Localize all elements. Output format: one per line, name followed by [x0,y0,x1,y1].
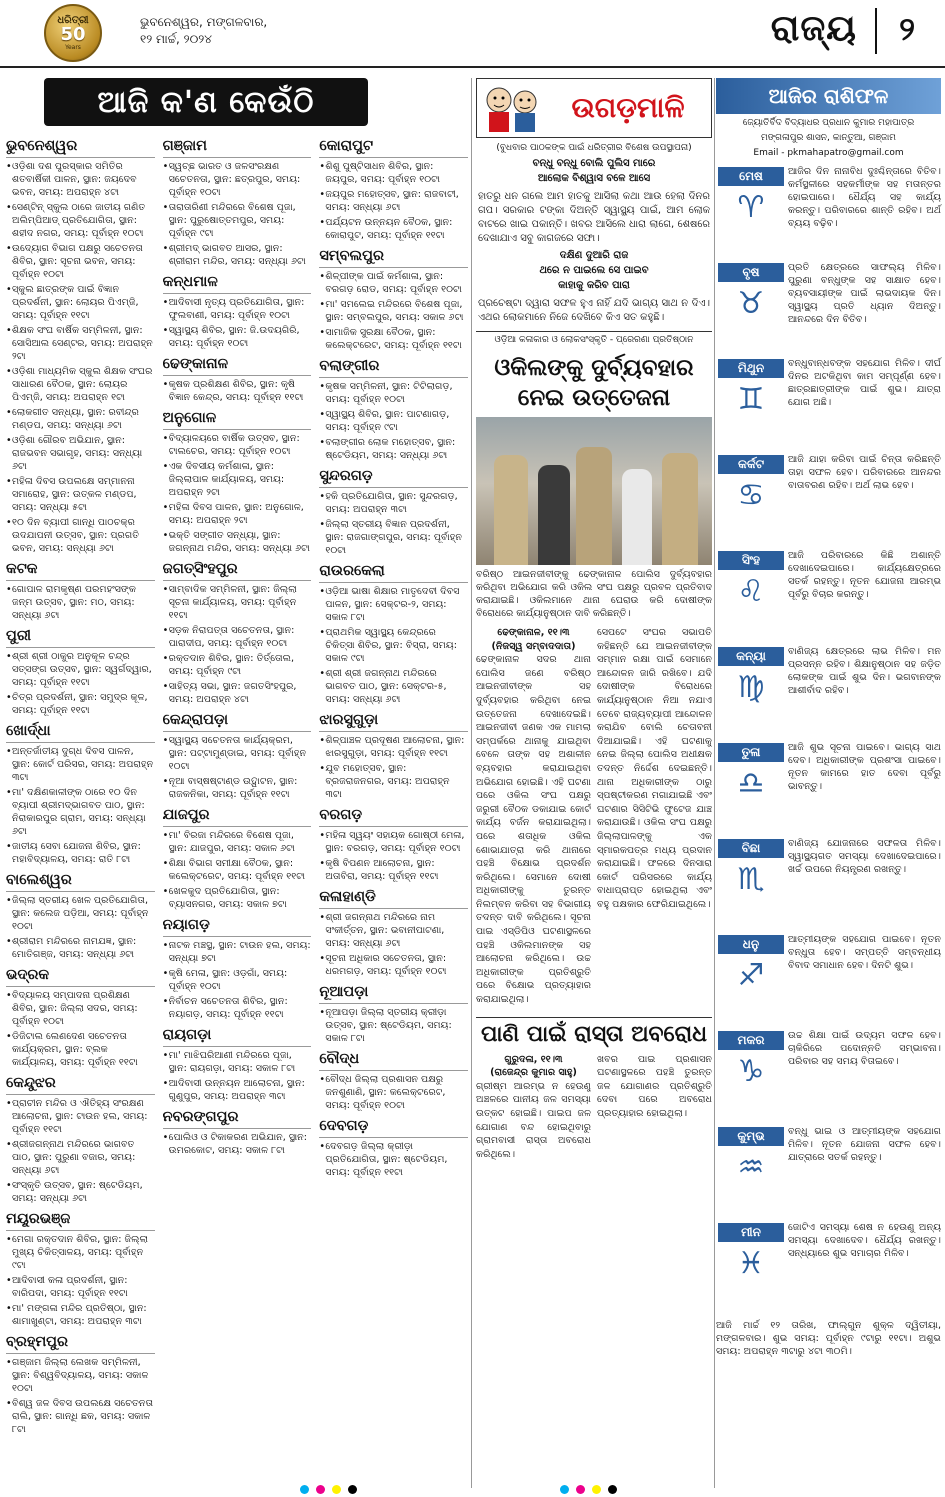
cartoon-icon [481,82,545,134]
sign-entry [716,453,941,543]
sign-name: କୁମ୍ଭ [718,1127,784,1146]
event-item: • ଖେଳକୁଦ ପ୍ରତିଯୋଗିତା, ସ୍ଥାନ: ବ୍ୟାସନଗର, ସମୟ: ସକାଳ ୭ଟା [163,885,312,911]
story-column [597,626,712,1007]
story2-text: ଗ୍ରୀଷ୍ମ ଆରମ୍ଭ ନ ହେଉଣୁ ଅଞ୍ଚଳରେ ପାନୀୟ ଜଳ ସମସ୍ୟା ଉତ୍କଟ ହୋଇଛି। ପାଇପ ଜଳ ଯୋଗାଣ ବନ୍ଦ ହୋଇଥିବାରୁ ଗ୍ରାମବାସୀ ରାସ୍ତା ଅବରୋଧ କରିଥିଲେ। [476,1080,591,1160]
event-item: • ନୂଆପଡ଼ା ଜିଲ୍ଲା ସ୍ତରୀୟ କ୍ରୀଡ଼ା ଉତ୍ସବ, ସ୍ଥାନ: ଷ୍ଟେଡିୟମ, ସମୟ: ସକାଳ ୮ଟା [319,1006,468,1045]
sign-prediction: ଆଜି ଶୁଭ ସୂଚନା ପାଇବେ। ଭାଗ୍ୟ ସାଥ ଦେବ। ଅଧିକାରୀଙ୍କ ପ୍ରଶଂସା ପାଇବେ। ନୂତନ କାମରେ ହାତ ଦେବା ପୂର୍ବରୁ ଭାବନ୍ତୁ। [788,742,941,792]
satire-byline: ଦକ୍ଷିଣ ଦୁଆରି ରାଜ [559,250,629,261]
dateline [140,14,267,48]
story-text: ଢେଙ୍କାନାଳ ସଦର ଥାନା ପୋଲିସ ଜଣେ ବରିଷ୍ଠ ଆଇନଜୀବୀଙ୍କ ସହ ଦୁର୍ବ୍ୟବହାର କରିଥିବା ନେଇ ଉତ୍ତେଜନା ଦେଖାଦେଇଛି। ଆଇନଜୀବୀ ଜଣକ ଏକ ମାମଲା ସମ୍ପର୍କରେ ଥାନାକୁ ଯାଇଥିବା ବେଳେ ତାଙ୍କ ସହ ଅଶାଳୀନ ବ୍ୟବହାର କରାଯାଇଥିବା ଅଭିଯୋଗ ହୋଇଛି। ଏହି ଘଟଣା ପରେ ଓକିଲ ସଂଘ ପକ୍ଷରୁ ଜରୁରୀ ବୈଠକ ଡକାଯାଇ କୋର୍ଟ କାର୍ଯ୍ୟ ବର୍ଜନ କରାଯାଇଥିଲା। ପରେ ଶତାଧିକ ଓକିଲ ଶୋଭାଯାତ୍ରା କରି ଥାନାରେ ପହଞ୍ଚି ବିକ୍ଷୋଭ ପ୍ରଦର୍ଶନ କରିଥିଲେ। ସେମାନେ ଦୋଷୀ ଅଧିକାରୀଙ୍କୁ ତୁରନ୍ତ ନିଲମ୍ବନ କରିବା ସହ ବିଭାଗୀୟ ତଦନ୍ତ ଦାବି କରିଥିଲେ। ସୂଚନା ପାଇ ଏସ୍‌ଡିପିଓ ଘଟଣାସ୍ଥଳରେ ପହଞ୍ଚି ଓକିଲମାନଙ୍କ ସହ ଆଲୋଚନା କରିଥିଲେ। ଉଚ୍ଚ ଅଧିକାରୀଙ୍କ ପ୍ରତିଶ୍ରୁତି ପରେ ବିକ୍ଷୋଭ ପ୍ରତ୍ୟାହାର କରାଯାଇଥିଲା। [476,654,591,1006]
event-item: • ଶିଳ୍ପୀଙ୍କ ପାଇଁ କର୍ମଶାଳା, ସ୍ଥାନ: ବରଗଡ଼ ରୋଡ, ସମୟ: ପୂର୍ବାହ୍ନ ୧୦ଟା [319,270,468,296]
event-item: • ଜାତୀୟ ସେବା ଯୋଜନା ଶିବିର, ସ୍ଥାନ: ମହାବିଦ୍ୟାଳୟ, ସମୟ: ରାତି ୮ଟା [6,840,155,866]
sign-prediction: ଆତ୍ମୀୟଙ୍କ ସହଯୋଗ ପାଇବେ। ନୂତନ ବନ୍ଧୁତା ହେବ। ସମ୍ପତ୍ତି ସମ୍ବନ୍ଧୀୟ ବିବାଦ ସମାଧାନ ହେବ। ଦିନଟି ଶୁଭ। [788,934,941,971]
event-item: • ଶ୍ରୀଜଗନ୍ନାଥ ମନ୍ଦିରରେ ଭାଗବତ ପାଠ, ସ୍ଥାନ: ପୁରୁଣା ବଜାର, ସମୟ: ସନ୍ଧ୍ୟା ୬ଟା [6,1138,155,1177]
masthead [0,0,945,68]
satire-header [476,78,712,138]
event-item: • ମହିଳା ଦିବସ ପାଳନ, ସ୍ଥାନ: ଅନୁଗୋଳ, ସମୟ: ଅପରାହ୍ନ ୨ଟା [163,501,312,527]
sign-badge [718,1127,784,1188]
event-item: • ପୋଲିଓ ଓ ଟିକାକରଣ ଅଭିଯାନ, ସ୍ଥାନ: ଉମରକୋଟ, ସମୟ: ସକାଳ ୮ଟା [163,1131,312,1157]
event-item: • ନାଟକ ମଞ୍ଚସ୍ଥ, ସ୍ଥାନ: ଟାଉନ ହଲ, ସମୟ: ସନ୍ଧ୍ୟା ୭ଟା [163,939,312,965]
sign-badge [718,935,784,996]
event-item: • ରକ୍ତଦାନ ଶିବିର, ସ୍ଥାନ: ତିର୍ତ୍ତୋଲ, ସମୟ: ପୂର୍ବାହ୍ନ ୯ଟା [163,652,312,678]
sign-name: ମୀନ [718,1223,784,1242]
satire-body-2: ପ୍ରଚେଷ୍ଟା ଦ୍ୱାରା ସଫଳ ହୁଏ ନାହିଁ ଯଦି ଭାଗ୍ୟ ସାଥ ନ ଦିଏ। ଏଥର ଲୋକମାନେ ନିଜେ ଦେଖିବେ କିଏ ସତ କହୁଛି। [478,298,710,323]
event-item: • ଜିଲ୍ଲା ସ୍ତରୀୟ ଖେଳ ପ୍ରତିଯୋଗିତା, ସ୍ଥାନ: କଲେଜ ପଡ଼ିଆ, ସମୟ: ପୂର୍ବାହ୍ନ ୧୦ଟା [6,894,155,933]
sign-name: କନ୍ୟା [718,647,784,666]
event-item: • ଓଡ଼ିଶା ଗୌରବ ଅଭିଯାନ, ସ୍ଥାନ: ରାଜଭବନ ସଭାଗୃହ, ସମୟ: ସନ୍ଧ୍ୟା ୬ଟା [6,434,155,473]
date-line-2: ୧୨ ମାର୍ଚ୍ଚ, ୨୦୨୪ [140,32,212,46]
zodiac-icon: ♍ [737,669,765,705]
event-item: • ସଂସ୍କୃତି ଉତ୍ସବ, ସ୍ଥାନ: ଷ୍ଟେଡିୟମ, ସମୟ: ସନ୍ଧ୍ୟା ୬ଟା [6,1179,155,1205]
story-dateline: ଢେଙ୍କାନାଳ, ୧୧।୩ [497,627,570,638]
event-item: • କୃଷି ବିପଣନ ଆଲୋଚନା, ସ୍ଥାନ: ଅତାବିରା, ସମୟ: ପୂର୍ବାହ୍ନ ୧୧ଟା [319,857,468,883]
district-heading: କୋରାପୁଟ [319,137,468,158]
event-item: • ସ୍କୁଲ ଛାତ୍ରଙ୍କ ପାଇଁ ବିଜ୍ଞାନ ପ୍ରଦର୍ଶନୀ, ସ୍ଥାନ: ଲୋୟର ପିଏମ୍‌ଜି, ସମୟ: ପୂର୍ବାହ୍ନ ୧୧ଟା [6,283,155,322]
district-heading: ବଲାଙ୍ଗୀର [319,357,468,378]
district-heading: ଜଗତ୍‌ସିଂହପୁର [163,560,312,581]
event-item: • ଉଦ୍ୟୋଗ ବିଭାଗ ପକ୍ଷରୁ ସଚେତନତା ଶିବିର, ସ୍ଥାନ: ସୂଚନା ଭବନ, ସମୟ: ପୂର୍ବାହ୍ନ ୧୦ଟା [6,242,155,281]
registration-mark [316,1485,325,1494]
events-listing [6,132,468,1487]
event-item: • ପ୍ରାଥମିକ ସ୍ୱାସ୍ଥ୍ୟ କେନ୍ଦ୍ରରେ ଚିକିତ୍ସା ଶିବିର, ସ୍ଥାନ: ବିସ୍ରା, ସମୟ: ସକାଳ ୯ଟା [319,626,468,665]
zodiac-icon: ♈ [737,189,765,225]
event-item: • ଭକ୍ତି ସଙ୍ଗୀତ ସନ୍ଧ୍ୟା, ସ୍ଥାନ: ଜଗନ୍ନାଥ ମନ୍ଦିର, ସମୟ: ସନ୍ଧ୍ୟା ୬ଟା [163,529,312,555]
sign-badge [718,839,784,900]
events-banner: ଆଜି କ'ଣ କେଉଁଠି [44,78,368,126]
sign-badge [718,551,784,612]
registration-mark [300,1485,309,1494]
zodiac-icon: ♐ [737,957,765,993]
event-item: • ମହିଳା ଦିବସ ଉପଲକ୍ଷେ ସମ୍ମାନନା ସମାରୋହ, ସ୍ଥାନ: ଉତ୍କଳ ମଣ୍ଡପ, ସମୟ: ସନ୍ଧ୍ୟା ୫ଟା [6,475,155,514]
district-heading: ବୌଦ୍ଧ [319,1050,468,1071]
sign-badge [718,647,784,708]
registration-mark [592,1485,601,1494]
event-item: • ଗୋପାଳ ରାମକୃଷ୍ଣ ପରମହଂସଙ୍କ ଜନ୍ମ ଉତ୍ସବ, ସ୍ଥାନ: ମଠ, ସମୟ: ସନ୍ଧ୍ୟା ୬ଟା [6,583,155,622]
sign-badge [718,359,784,420]
registration-mark [608,1485,617,1494]
district-heading: ଗଞ୍ଜାମ [163,137,312,158]
event-item: • ପର୍ଯ୍ୟଟନ ଉନ୍ନୟନ ବୈଠକ, ସ୍ଥାନ: କୋରାପୁଟ, ସମୟ: ପୂର୍ବାହ୍ନ ୧୧ଟା [319,216,468,242]
event-item: • ବିଦ୍ୟାଳୟରେ ବାର୍ଷିକ ଉତ୍ସବ, ସ୍ଥାନ: ଟାଲଚେର, ସମୟ: ପୂର୍ବାହ୍ନ ୧୦ଟା [163,432,312,458]
district-heading: ଝାରସୁଗୁଡ଼ା [319,711,468,732]
sign-badge [718,263,784,324]
district-heading: ଅନୁଗୋଳ [163,409,312,430]
section-title: ରାଜ୍ୟ [770,8,857,49]
district-heading: ନୂଆପଡ଼ା [319,983,468,1004]
sign-name: ମକର [718,1031,784,1050]
event-item: • ମହିଳା ସ୍ୱୟଂ ସହାୟକ ଗୋଷ୍ଠୀ ମେଳା, ସ୍ଥାନ: ବରଗଡ଼, ସମୟ: ପୂର୍ବାହ୍ନ ୧୦ଟା [319,829,468,855]
event-item: • ବିଦ୍ୟାଳୟ ସମ୍ପାଦନା ପ୍ରଶିକ୍ଷଣ ଶିବିର, ସ୍ଥାନ: ଜିଲ୍ଲା ସଦର, ସମୟ: ପୂର୍ବାହ୍ନ ୧୦ଟା [6,989,155,1028]
sign-name: ସିଂହ [718,551,784,570]
news-photo [476,417,712,565]
district-heading: ରାଉରକେଲା [319,562,468,583]
event-item: • ଏକ ଦିବସୀୟ କର୍ମଶାଳା, ସ୍ଥାନ: ଜିଲ୍ଲାପାଳ କାର୍ଯ୍ୟାଳୟ, ସମୟ: ଅପରାହ୍ନ ୨ଟା [163,460,312,499]
event-item: • ମେଗା ରକ୍ତଦାନ ଶିବିର, ସ୍ଥାନ: ଜିଲ୍ଲା ମୁଖ୍ୟ ଚିକିତ୍ସାଳୟ, ସମୟ: ପୂର୍ବାହ୍ନ ୯ଟା [6,1233,155,1272]
logo-years: 50 [60,24,86,45]
section-divider [875,8,877,54]
events-column [319,132,468,1487]
zodiac-icon: ♉ [737,285,765,321]
story2-headline: ପାଣି ପାଇଁ ରାସ୍ତା ଅବରୋଧ [476,1017,712,1047]
event-item: • ବୌଦ୍ଧ ଜିଲ୍ଲା ପ୍ରଶାସନ ପକ୍ଷରୁ ଜନଶୁଣାଣି, ସ୍ଥାନ: କଲେକ୍ଟରେଟ, ସମୟ: ପୂର୍ବାହ୍ନ ୧୦ଟା [319,1073,468,1112]
sign-badge [718,455,784,516]
date-line-1: ଭୁବନେଶ୍ୱର, ମଙ୍ଗଳବାର, [140,15,268,29]
sign-name: ମେଷ [718,167,784,186]
event-item: • ତାରାତାରିଣୀ ମନ୍ଦିରରେ ବିଶେଷ ପୂଜା, ସ୍ଥାନ: ପୁରୁଷୋତ୍ତମପୁର, ସମୟ: ପୂର୍ବାହ୍ନ ୯ଟା [163,201,312,240]
astrologer-name: ଜ୍ୟୋତିର୍ବିଦ ବିଦ୍ୟାଧର ପ୍ରଧାନ କୁମାର ମହାପାତ୍ର [742,118,915,128]
event-item: • ଗଞ୍ଜାମ ଜିଲ୍ଲା ଲେଖକ ସମ୍ମିଳନୀ, ସ୍ଥାନ: ବିଶ୍ୱବିଦ୍ୟାଳୟ, ସମୟ: ସକାଳ ୧୦ଟା [6,1356,155,1395]
sign-name: କର୍କଟ [718,455,784,474]
sign-entry [716,1125,941,1215]
sign-entry [716,741,941,831]
sign-name: ବୃଷ [718,263,784,282]
zodiac-icon: ♓ [737,1245,765,1281]
sign-badge [718,743,784,804]
district-heading: ସମ୍ବଲପୁର [319,247,468,268]
page-number: ୨ [899,10,915,48]
event-item: • ସ୍ୱାସ୍ଥ୍ୟ ଶିବିର, ସ୍ଥାନ: ଜି.ଉଦୟଗିରି, ସମୟ: ପୂର୍ବାହ୍ନ ୧୦ଟା [163,324,312,350]
story2-dateline: ଗୁରୁଦଳା, ୧୧।୩ [504,1053,563,1065]
sign-prediction: ଆଜି ପରିବାରରେ କିଛି ଅଶାନ୍ତି ଦେଖାଦେଇପାରେ। କାର୍ଯ୍ୟକ୍ଷେତ୍ରରେ ସତର୍କ ରହନ୍ତୁ। ନୂତନ ଯୋଜନା ଆରମ୍ଭ ପୂର୍ବରୁ ବିଚାର କରନ୍ତୁ। [788,550,941,600]
event-item: • ସୂଚନା ଅଧିକାର ସଚେତନତା, ସ୍ଥାନ: ଧରମଗଡ଼, ସମୟ: ପୂର୍ବାହ୍ନ ୧୦ଟା [319,952,468,978]
sign-entry [716,549,941,639]
district-heading: ବାଲେଶ୍ୱର [6,871,155,892]
event-item: • ଶ୍ରୀ ଜଗନ୍ନାଥ ମନ୍ଦିରରେ ନାମ ସଂକୀର୍ତ୍ତନ, ସ୍ଥାନ: ଭବାନୀପାଟଣା, ସମୟ: ସନ୍ଧ୍ୟା ୬ଟା [319,911,468,950]
event-item: • ଶ୍ରୀ ଶ୍ରୀ ଠାକୁର ଅନୁକୂଳ ଚନ୍ଦ୍ର ସତ୍ସଙ୍ଗ ଉତ୍ସବ, ସ୍ଥାନ: ସ୍ୱର୍ଗଦ୍ୱାର, ସମୟ: ପୂର୍ବାହ୍ନ ୧୧ଟା [6,650,155,689]
sign-entry [716,1029,941,1119]
event-item: • ସେଣ୍ଟିନ୍ ସ୍କୁଲ ଠାରେ ଜାତୀୟ ଗଣିତ ଅଲିମ୍ପିଆଡ୍ ପ୍ରତିଯୋଗିତା, ସ୍ଥାନ: ଶହୀଦ ନଗର, ସମୟ: ପୂର୍ବାହ୍ନ ୧୦ଟା [6,201,155,240]
event-item: • ଜୟପୁର ମହୋତ୍ସବ, ସ୍ଥାନ: ରାଜବାଟୀ, ସମୟ: ସନ୍ଧ୍ୟା ୬ଟା [319,188,468,214]
middle-column [476,78,712,1488]
satire-subhead-3: କାହାକୁ କରିବ ପାରା [558,280,630,291]
satire-title: ଉଗଡ଼ମାଳି [571,91,685,124]
district-heading: କଟକ [6,560,155,581]
story-text: ସେପଟେ ସଂଘର ସଭାପତି କହିଛନ୍ତି ଯେ ଆଇନଜୀବୀଙ୍କ ସମ୍ମାନ ରକ୍ଷା ପାଇଁ ସେମାନେ ଆନ୍ଦୋଳନ ଜାରି ରଖିବେ। ଯଦି ଦୋଷୀଙ୍କ ବିରୋଧରେ କାର୍ଯ୍ୟାନୁଷ୍ଠାନ ନିଆ ନଯାଏ ତେବେ ରାଜ୍ୟବ୍ୟାପୀ ଆନ୍ଦୋଳନ କରାଯିବ ବୋଲି ଚେତାବନୀ ଦିଆଯାଇଛି। ଏହି ଘଟଣାକୁ ନେଇ ଜିଲ୍ଲା ପୋଲିସ ଅଧୀକ୍ଷକ ତଦନ୍ତ ନିର୍ଦ୍ଦେଶ ଦେଇଛନ୍ତି। ଥାନା ଅଧିକାରୀଙ୍କ ଠାରୁ ସ୍ପଷ୍ଟୀକରଣ ମଗାଯାଇଛି ଏବଂ ଘଟଣାର ସିସିଟିଭି ଫୁଟେଜ ଯାଞ୍ଚ କରାଯାଉଛି। ଓକିଲ ସଂଘ ପକ୍ଷରୁ ଜିଲ୍ଲାପାଳଙ୍କୁ ଏକ ସ୍ମାରକପତ୍ର ମଧ୍ୟ ପ୍ରଦାନ କରାଯାଇଛି। ଫଳରେ ଦିନସାରା କୋର୍ଟ ପରିସରରେ କାର୍ଯ୍ୟ ବାଧାପ୍ରାପ୍ତ ହୋଇଥିଲା ଏବଂ ବହୁ ପକ୍ଷକାର ଫେରିଯାଇଥିଲେ। [597,627,712,910]
sign-prediction: ଆଜିର ଦିନ ନାନାବିଧ ଦୁଃଶ୍ଚିନ୍ତାରେ ବିତିବ। କର୍ମସ୍ଥଳୀରେ ସହକର୍ମୀଙ୍କ ସହ ମତାନ୍ତର ହୋଇପାରେ। ଧୈର୍ଯ୍ୟ ସହ କାର୍ଯ୍ୟ କରନ୍ତୁ। ପରିବାରରେ ଶାନ୍ତି ରହିବ। ଅର୍ଥ ବ୍ୟୟ ବଢ଼ିବ। [788,166,941,229]
event-item: • ସ୍ୱାସ୍ଥ୍ୟ ସଚେତନତା କାର୍ଯ୍ୟକ୍ରମ, ସ୍ଥାନ: ପଟ୍ଟାମୁଣ୍ଡାଇ, ସମୟ: ପୂର୍ବାହ୍ନ ୧୦ଟା [163,734,312,773]
astrologer-address: ମଙ୍ଗଳାପୁର ଶାସନ, କାନ୍ତୁଆ, ଗଞ୍ଜାମ [761,133,896,143]
district-heading: କେନ୍ଦ୍ରାପଡ଼ା [163,711,312,732]
sign-prediction: ଉଚ୍ଚ ଶିକ୍ଷା ପାଇଁ ଉଦ୍ୟମ ସଫଳ ହେବ। ଚାକିରିରେ ପଦୋନ୍ନତି ସମ୍ଭାବନା। ପରିବାର ସହ ସମୟ ବିତାଇବେ। [788,1030,941,1067]
sign-entry [716,1221,941,1311]
sign-badge [718,167,784,228]
story-reporter: (ନିଜସ୍ୱ ସମ୍ବାଦଦାତା) [491,640,576,652]
registration-mark [348,1485,357,1494]
sign-entry [716,837,941,927]
event-item: • ଲୋକଗୀତ ସନ୍ଧ୍ୟା, ସ୍ଥାନ: ରବୀନ୍ଦ୍ର ମଣ୍ଡପ, ସମୟ: ସନ୍ଧ୍ୟା ୬ଟା [6,406,155,432]
event-item: • ଓଡ଼ିଶା ମାଧ୍ୟମିକ ସ୍କୁଲ ଶିକ୍ଷକ ସଂଘର ସାଧାରଣ ବୈଠକ, ସ୍ଥାନ: ଲୋୟର ପିଏମ୍‌ଜି, ସମୟ: ଅପରାହ୍ନ ୧ଟା [6,365,155,404]
event-item: • ଶିଶୁ ପୁଷ୍ଟିସାଧନ ଶିବିର, ସ୍ଥାନ: ଜୟପୁର, ସମୟ: ପୂର୍ବାହ୍ନ ୧୦ଟା [319,160,468,186]
sign-prediction: ଜୋଟିଏ ସମସ୍ୟା ଶେଷ ନ ହେଉଣୁ ଅନ୍ୟ ସମସ୍ୟା ଦେଖାଦେବ। ଧୈର୍ଯ୍ୟ ରଖନ୍ତୁ। ସନ୍ଧ୍ୟାରେ ଶୁଭ ସମାଚାର ମିଳିବ। [788,1222,941,1259]
event-item: • ମା' ମଙ୍ଗଳା ମନ୍ଦିର ପ୍ରତିଷ୍ଠା, ସ୍ଥାନ: ଶାମାଖୁଣ୍ଟା, ସମୟ: ଅପରାହ୍ନ ୩ଟା [6,1302,155,1328]
event-item: • କୃଷି ମେଳା, ସ୍ଥାନ: ଓଡ଼ଗାଁ, ସମୟ: ପୂର୍ବାହ୍ନ ୧୦ଟା [163,967,312,993]
story-columns [476,626,712,1007]
newspaper-logo [44,4,102,62]
event-item: • ୧୦ ଦିନ ବ୍ୟାପୀ ଗାନ୍ଧି ପାଠଚକ୍ର ଉଦଯାପନୀ ଉତ୍ସବ, ସ୍ଥାନ: ପ୍ରଗତି ଭବନ, ସମୟ: ସନ୍ଧ୍ୟା ୬ଟା [6,516,155,555]
story2-text: ଖବର ପାଇ ପ୍ରଶାସନ ଘଟଣାସ୍ଥଳରେ ପହଞ୍ଚି ତୁରନ୍ତ ଜଳ ଯୋଗାଣର ପ୍ରତିଶ୍ରୁତି ଦେବା ପରେ ଅବରୋଧ ପ୍ରତ୍ୟାହାର ହୋଇଥିଲା। [597,1053,712,1119]
sign-entry [716,357,941,447]
registration-mark [576,1485,585,1494]
logo-sub: Years [65,44,81,51]
event-item: • ବିଶ୍ୱ ଜଳ ଦିବସ ଉପଲକ୍ଷେ ସଚେତନତା ରାଲି, ସ୍ଥାନ: ଗାନ୍ଧି ଛକ, ସମୟ: ସକାଳ ୮ଟା [6,1397,155,1436]
district-heading: କଳାହାଣ୍ଡି [319,888,468,909]
sign-prediction: ବନ୍ଧୁବାନ୍ଧବଙ୍କ ସହଯୋଗ ମିଳିବ। ଦୀର୍ଘ ଦିନର ଅଟକିଥିବା କାମ ସମ୍ପୂର୍ଣ୍ଣ ହେବ। ଛାତ୍ରଛାତ୍ରୀଙ୍କ ପାଇଁ ଶୁଭ। ଯାତ୍ରା ଯୋଗ ଅଛି। [788,358,941,408]
sign-badge [718,1223,784,1284]
event-item: • ଓଡ଼ିଶା ଦଶ ପୁରସ୍କାର ସମିତିର ଶତବାର୍ଷିକୀ ପାଳନ, ସ୍ଥାନ: ଜୟଦେବ ଭବନ, ସମୟ: ଅପରାହ୍ନ ୪ଟା [6,160,155,199]
event-item: • ସ୍ୱଚ୍ଛ ଭାରତ ଓ ଜଳସଂରକ୍ଷଣ ସଚେତନତା, ସ୍ଥାନ: ଛତ୍ରପୁର, ସମୟ: ପୂର୍ବାହ୍ନ ୧୦ଟା [163,160,312,199]
district-heading: ମୟୂରଭଞ୍ଜ [6,1210,155,1231]
event-item: • ଆଦିବାସୀ କଳା ପ୍ରଦର୍ଶନୀ, ସ୍ଥାନ: ବାରିପଦା, ସମୟ: ପୂର୍ବାହ୍ନ ୧୧ଟା [6,1274,155,1300]
event-item: • କୃଷକ ସମ୍ମିଳନୀ, ସ୍ଥାନ: ଟିଟିଲାଗଡ଼, ସମୟ: ପୂର୍ବାହ୍ନ ୧୦ଟା [319,380,468,406]
sign-prediction: ବାଣିଜ୍ୟ ଯୋଜନାରେ ସଫଳତା ମିଳିବ। ସ୍ୱାସ୍ଥ୍ୟଗତ ସମସ୍ୟା ଦେଖାଦେଇପାରେ। ଖର୍ଚ୍ଚ ଉପରେ ନିୟନ୍ତ୍ରଣ ରଖନ୍ତୁ। [788,838,941,875]
sign-entry [716,261,941,351]
event-item: • ଯୁବ ମହୋତ୍ସବ, ସ୍ଥାନ: ବ୍ରଜରାଜନଗର, ସମୟ: ଅପରାହ୍ନ ୩ଟା [319,762,468,801]
zodiac-icon: ♏ [737,861,765,897]
district-heading: ନୟାଗଡ଼ [163,916,312,937]
event-item: • ଆଦିବାସୀ ଉନ୍ନୟନ ଆଲୋଚନା, ସ୍ଥାନ: ଗୁଣୁପୁର, ସମୟ: ଅପରାହ୍ନ ୩ଟା [163,1077,312,1103]
sign-prediction: ପ୍ରତି କ୍ଷେତ୍ରରେ ସାଫଲ୍ୟ ମିଳିବ। ପୁରୁଣା ବନ୍ଧୁଙ୍କ ସହ ସାକ୍ଷାତ ହେବ। ବ୍ୟବସାୟୀଙ୍କ ପାଇଁ ଲାଭଦାୟକ ଦିନ। ସ୍ୱାସ୍ଥ୍ୟ ପ୍ରତି ଧ୍ୟାନ ଦିଅନ୍ତୁ। ଆନନ୍ଦରେ ଦିନ ବିତିବ। [788,262,941,325]
horoscope-column [716,78,941,1488]
sign-name: ବିଛା [718,839,784,858]
satire-heading: ବନ୍ଧୁ ବନ୍ଧୁ ବୋଲି ପୁଲିସ ମାରେ [532,158,656,169]
event-item: • ସ୍ୱାସ୍ଥ୍ୟ ଶିବିର, ସ୍ଥାନ: ପାଟଣାଗଡ଼, ସମୟ: ପୂର୍ବାହ୍ନ ୯ଟା [319,408,468,434]
sign-list [716,165,941,1311]
event-item: • ଆଦିବାସୀ ନୃତ୍ୟ ପ୍ରତିଯୋଗିତା, ସ୍ଥାନ: ଫୁଲବାଣୀ, ସମୟ: ପୂର୍ବାହ୍ନ ୧୦ଟା [163,296,312,322]
satire-body: ହାତରୁ ଧନ ଗଲେ ଆମ ହାତକୁ ଆସିଲା କଥା ଆଉ ହେଲା ଦିନର ଗପ। ସରକାର ଟଙ୍କା ଦିଅନ୍ତି ସ୍ୱାସ୍ଥ୍ୟ ପାଇଁ, ଆମ ଲୋକ ବାଟରେ ଖାଇ ପକାନ୍ତି। ଖବର ଆସିଲେ ଧାରା ଲାଗେ, ଶେଷରେ ଦେଖାଯାଏ ସବୁ କାଗଜରେ ସଫା। [478,191,710,244]
event-item: • ଶ୍ରୀ ଶ୍ରୀ ଜଗନ୍ନାଥ ମନ୍ଦିରରେ ଭାଗବତ ପାଠ, ସ୍ଥାନ: ସେକ୍ଟର-୫, ସମୟ: ସନ୍ଧ୍ୟା ୬ଟା [319,667,468,706]
district-heading: ରାୟଗଡ଼ା [163,1026,312,1047]
story2-reporter: (ରାଜେନ୍ଦ୍ର କୁମାର ସାହୁ) [490,1067,577,1079]
event-item: • ଓଡ଼ିଆ ଭାଷା ଶିକ୍ଷାର ମାତୃଦେବୀ ଦିବସ ପାଳନ, ସ୍ଥାନ: ସେକ୍ଟର-୨, ସମୟ: ସକାଳ ୮ଟା [319,585,468,624]
event-item: • ମା' ସମଲେଇ ମନ୍ଦିରରେ ବିଶେଷ ପୂଜା, ସ୍ଥାନ: ସମ୍ବଲପୁର, ସମୟ: ସକାଳ ୬ଟା [319,298,468,324]
story-column [476,626,591,1007]
zodiac-icon: ♌ [737,573,765,609]
sign-prediction: ବାଣିଜ୍ୟ କ୍ଷେତ୍ରରେ ଲାଭ ମିଳିବ। ମନ ପ୍ରସନ୍ନ ରହିବ। ଶିକ୍ଷାନୁଷ୍ଠାନ ସହ ଜଡ଼ିତ ଲୋକଙ୍କ ପାଇଁ ଶୁଭ ଦିନ। ଭଗବାନଙ୍କ ଆଶୀର୍ବାଦ ରହିବ। [788,646,941,696]
event-item: • ବଲାଙ୍ଗୀର ଲୋକ ମହୋତ୍ସବ, ସ୍ଥାନ: ଷ୍ଟେଡିୟମ, ସମୟ: ସନ୍ଧ୍ୟା ୬ଟା [319,436,468,462]
district-heading: ନବରଙ୍ଗପୁର [163,1108,312,1129]
district-heading: ଭଦ୍ରକ [6,966,155,987]
satire-footer: ଓଡ଼ିଆ କଳାକାର ଓ ଲୋକସଂସ୍କୃତି - ପ୍ରେରଣା ପ୍ରତିଷ୍ଠାନ [476,331,712,345]
event-item: • ଅନ୍ତର୍ଜାତୀୟ ଦୁଗ୍ଧ ଦିବସ ପାଳନ, ସ୍ଥାନ: କୋର୍ଟ ପରିସର, ସମୟ: ଅପରାହ୍ନ ୩ଟା [6,745,155,784]
district-heading: ବ୍ରହ୍ମପୁର [6,1333,155,1354]
district-heading: ବରଗଡ଼ [319,806,468,827]
zodiac-icon: ♊ [737,381,765,417]
satire-subheading: ଆଲୋକ ବିଶ୍ୱାସ ବଳେ ଆସେ [537,173,651,184]
district-heading: ପୁରୀ [6,627,155,648]
photo-caption: ବରିଷ୍ଠ ଆଇନଜୀବୀଙ୍କୁ ଢେଙ୍କାନାଳ ପୋଲିସ ଦୁର୍ବ୍ୟବହାର କରିଥିବା ଅଭିଯୋଗ କରି ଓକିଲ ସଂଘ ପକ୍ଷରୁ ପ୍ରବଳ ପ୍ରତିବାଦ କରାଯାଇଛି। ଓକିଲମାନେ ଥାନା ଘେରାଉ କରି ଦୋଷୀଙ୍କ ବିରୋଧରେ କାର୍ଯ୍ୟାନୁଷ୍ଠାନ ଦାବି କରିଛନ୍ତି। [476,569,712,619]
zodiac-icon: ♎ [737,765,765,801]
event-item: • କୃଷକ ପ୍ରଶିକ୍ଷଣ ଶିବିର, ସ୍ଥାନ: କୃଷି ବିଜ୍ଞାନ କେନ୍ଦ୍ର, ସମୟ: ପୂର୍ବାହ୍ନ ୧୧ଟା [163,378,312,404]
events-column [6,132,155,1487]
sign-name: ତୁଳା [718,743,784,762]
column-divider [471,78,472,1488]
satire-tagline: (ବୁଧବାର ପାଠକଙ୍କ ପାଇଁ ଧରିତ୍ରୀର ବିଶେଷ ଉପସ୍ଥାପନା) [496,143,692,153]
events-column [163,132,312,1487]
event-item: • ଶିକ୍ଷା ବିଭାଗ ସମୀକ୍ଷା ବୈଠକ, ସ୍ଥାନ: କଲେକ୍ଟରେଟ, ସମୟ: ପୂର୍ବାହ୍ନ ୧୧ଟା [163,857,312,883]
district-heading: ଭୁବନେଶ୍ୱର [6,137,155,158]
event-item: • ସାମ୍ବାଦିକ ସମ୍ମିଳନୀ, ସ୍ଥାନ: ଜିଲ୍ଲା ସୂଚନା କାର୍ଯ୍ୟାଳୟ, ସମୟ: ପୂର୍ବାହ୍ନ ୧୧ଟା [163,583,312,622]
event-item: • ଶିକ୍ଷକ ସଂଘ ବାର୍ଷିକ ସମ୍ମିଳନୀ, ସ୍ଥାନ: ସୋସିଆଲ ସେଣ୍ଟର, ସମୟ: ଅପରାହ୍ନ ୨ଟା [6,324,155,363]
zodiac-icon: ♒ [737,1149,765,1185]
event-item: • ଜିଲ୍ଲା ସ୍ତରୀୟ ବିଜ୍ଞାନ ପ୍ରଦର୍ଶନୀ, ସ୍ଥାନ: ରାଜଗାଙ୍ଗପୁର, ସମୟ: ପୂର୍ବାହ୍ନ ୧୦ଟା [319,518,468,557]
sign-entry [716,933,941,1023]
event-item: • ସଡ଼କ ନିରାପତ୍ତା ସଚେତନତା, ସ୍ଥାନ: ପାରାଦୀପ, ସମୟ: ପୂର୍ବାହ୍ନ ୧୦ଟା [163,624,312,650]
event-item: • ଡିଜିଟାଲ ଲେଣଦେଣ ସଚେତନତା କାର୍ଯ୍ୟକ୍ରମ, ସ୍ଥାନ: ବ୍ଲକ କାର୍ଯ୍ୟାଳୟ, ସମୟ: ପୂର୍ବାହ୍ନ ୧୧ଟା [6,1030,155,1069]
district-heading: କନ୍ଧମାଳ [163,273,312,294]
event-item: • ସାହିତ୍ୟ ସଭା, ସ୍ଥାନ: ଜଗତସିଂହପୁର, ସମୟ: ଅପରାହ୍ନ ୪ଟା [163,680,312,706]
column-divider [714,78,715,1488]
event-item: • ଚିତ୍ର ପ୍ରଦର୍ଶନୀ, ସ୍ଥାନ: ସମୁଦ୍ର କୂଳ, ସମୟ: ପୂର୍ବାହ୍ନ ୧୧ଟା [6,691,155,717]
sign-prediction: ଆଜି ଯାହା କରିବା ପାଇଁ ଚିନ୍ତା କରିଛନ୍ତି ତାହା ସଫଳ ହେବ। ପରିବାରରେ ଆନନ୍ଦର ବାତାବରଣ ରହିବ। ଅର୍ଥ ଲାଭ ହେବ। [788,454,941,491]
logo-name: ଧରିତ୍ରୀ [57,15,89,26]
district-heading: ଦେବଗଡ଼ [319,1117,468,1138]
district-heading: କେନ୍ଦୁଝର [6,1074,155,1095]
registration-mark [560,1485,569,1494]
story2-columns [476,1053,712,1162]
horoscope-banner: ଆଜିର ରାଶିଫଳ [716,78,941,114]
event-item: • ଶିଳ୍ପାଞ୍ଚଳ ପ୍ରଦୂଷଣ ଆଲୋଚନା, ସ୍ଥାନ: ଝାରସୁଗୁଡ଼ା, ସମୟ: ପୂର୍ବାହ୍ନ ୧୧ଟା [319,734,468,760]
district-heading: ଖୋର୍ଦ୍ଧା [6,722,155,743]
event-item: • ଶ୍ରୀରାମ ମନ୍ଦିରରେ ନାମଯଜ୍ଞ, ସ୍ଥାନ: ମୋତିଗଞ୍ଜ, ସମୟ: ସନ୍ଧ୍ୟା ୬ଟା [6,935,155,961]
story-headline: ଓକିଲଙ୍କୁ ଦୁର୍ବ୍ୟବହାର ନେଇ ଉତ୍ତେଜନା [494,355,694,411]
district-heading: ଯାଜପୁର [163,806,312,827]
district-heading: ସୁନ୍ଦରଗଡ଼ [319,467,468,488]
event-item: • ନୂଆ ବାସ୍ଷଷ୍ଟାଣ୍ଡ ଉଦ୍ଘାଟନ, ସ୍ଥାନ: ରାଜକନିକା, ସମୟ: ପୂର୍ବାହ୍ନ ୧୧ଟା [163,775,312,801]
event-item: • ମା' ବିରଜା ମନ୍ଦିରରେ ବିଶେଷ ପୂଜା, ସ୍ଥାନ: ଯାଜପୁର, ସମୟ: ସକାଳ ୬ଟା [163,829,312,855]
astrologer-email: Email - pkmahapatro@gmail.com [753,148,904,158]
satire-subhead-2: ଥରେ ନ ପାଇଲେ ସେ ପାଇବ [539,265,649,276]
sign-prediction: ବନ୍ଧୁ ଭାଇ ଓ ଆତ୍ମୀୟଙ୍କ ସହଯୋଗ ମିଳିବ। ନୂତନ ଯୋଜନା ସଫଳ ହେବ। ଯାତ୍ରାରେ ସତର୍କ ରହନ୍ତୁ। [788,1126,941,1163]
sign-badge [718,1031,784,1092]
sign-name: ଧନୁ [718,935,784,954]
story2-column [476,1053,591,1162]
registration-mark [332,1485,341,1494]
event-item: • ହକି ପ୍ରତିଯୋଗିତା, ସ୍ଥାନ: ସୁନ୍ଦରଗଡ଼, ସମୟ: ଅପରାହ୍ନ ୩ଟା [319,490,468,516]
zodiac-icon: ♋ [737,477,765,513]
horoscope-footer: ଆଜି ମାର୍ଚ୍ଚ ୧୨ ତାରିଖ, ଫାଲ୍ଗୁନ ଶୁକ୍ଳ ଦ୍ୱିତୀୟା, ମଙ୍ଗଳବାର। ଶୁଭ ସମୟ: ପୂର୍ବାହ୍ନ ୯ଟାରୁ ୧୧ଟା। ଅଶୁଭ ସମୟ: ଅପରାହ୍ନ ୩ଟାରୁ ୪ଟା ୩୦ମି। [716,1320,941,1357]
event-item: • ପ୍ରାଚୀନ ମନ୍ଦିର ଓ ଐତିହ୍ୟ ସଂରକ୍ଷଣ ଆଲୋଚନା, ସ୍ଥାନ: ଟାଉନ ହଲ, ସମୟ: ପୂର୍ବାହ୍ନ ୧୧ଟା [6,1097,155,1136]
event-item: • ଶ୍ରୀମଦ୍ ଭାଗବତ ଆସର, ସ୍ଥାନ: ଶ୍ରୀରାମ ମନ୍ଦିର, ସମୟ: ସନ୍ଧ୍ୟା ୬ଟା [163,242,312,268]
event-item: • ମା' ଦକ୍ଷିଣକାଳୀଙ୍କ ଠାରେ ୧୦ ଦିନ ବ୍ୟାପୀ ଶ୍ରୀମଦ୍ଭାଗବତ ପାଠ, ସ୍ଥାନ: ନିରାକାରପୁର ଗ୍ରାମ, ସମୟ: ସନ୍ଧ୍ୟା ୬ଟା [6,786,155,838]
event-item: • ନିର୍ବାଚନ ସଚେତନତା ଶିବିର, ସ୍ଥାନ: ନୟାଗଡ଼, ସମୟ: ପୂର୍ବାହ୍ନ ୧୧ଟା [163,995,312,1021]
district-heading: ଢେଙ୍କାନାଳ [163,355,312,376]
story2-column [597,1053,712,1162]
event-item: • ସାମାଜିକ ସୁରକ୍ଷା ବୈଠକ, ସ୍ଥାନ: କଲେକ୍ଟରେଟ, ସମୟ: ପୂର୍ବାହ୍ନ ୧୧ଟା [319,326,468,352]
sign-entry [716,645,941,735]
event-item: • ଦେବଗଡ଼ ଜିଲ୍ଲା କ୍ରୀଡ଼ା ପ୍ରତିଯୋଗିତା, ସ୍ଥାନ: ଷ୍ଟେଡିୟମ, ସମୟ: ପୂର୍ବାହ୍ନ ୧୧ଟା [319,1140,468,1179]
event-item: • ମା' ମାଝିଘରିଆଣୀ ମନ୍ଦିରରେ ପୂଜା, ସ୍ଥାନ: ରାୟଗଡ଼ା, ସମୟ: ସକାଳ ୮ଟା [163,1049,312,1075]
sign-name: ମିଥୁନ [718,359,784,378]
zodiac-icon: ♑ [737,1053,765,1089]
sign-entry [716,165,941,255]
